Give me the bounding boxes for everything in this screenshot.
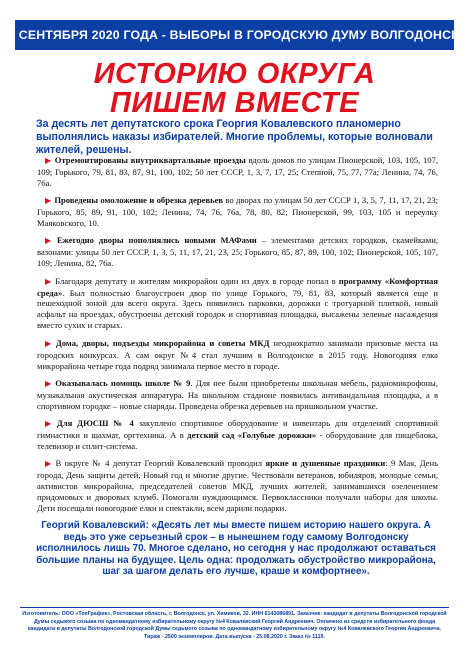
- achievement-highlight: яркие и душевные праздники: [265, 458, 386, 469]
- achievement-item: [37, 276, 438, 332]
- achievement-text: . Был полностью благоустроен двор по улице Горького, 79, 81, 83, который является еще и пешеходной зоной для всего округа. Здесь появились парковки, дорожки с тротуарной плиткой, новый асфальт на проездах, обустроены детский городок и спортивная площадка, высажены зеленые насаждения вместо сухих и старых.: [37, 287, 438, 331]
- election-banner: 13 СЕНТЯБРЯ 2020 ГОДА - ВЫБОРЫ В ГОРОДСКУЮ ДУМУ ВОЛГОДОНСКА: [15, 20, 454, 50]
- achievement-highlight: Проведены омоложение и обрезка деревьев: [54, 195, 224, 206]
- lead-paragraph: За десять лет депутатского срока Георгия Ковалевского планомерно выполнялись наказы избирателей. Многие проблемы, которые волновали жителей, решены.: [36, 118, 433, 156]
- bullet-triangle-icon: ▶: [45, 156, 52, 165]
- achievement-highlight: Оказывалась помощь школе № 9: [55, 377, 191, 388]
- achievement-item: [37, 378, 438, 412]
- candidate-quote: Георгий Ковалевский: «Десять лет мы вместе пишем историю нашего округа. А ведь это уже серьезный срок – в нынешнем году самому Волгодонску исполнилось лишь 70. Многое сделано, но сегодня у нас продолжают оставаться большие планы на будущее. Цель одна: продолжать обустройство микрорайона, шаг за шагом делать его лучше, краше и комфортнее».: [36, 520, 436, 578]
- achievement-item: [37, 418, 438, 452]
- achievement-item: [37, 338, 438, 372]
- achievement-text: во дворах по улицам 50 лет СССР 1, 3, 5, 7, 11, 17, 21, 23; Горького, 85, 89, 91, 100, 102; Ленина, 74, 76, 76а, 78, 80, 82; Пионерской, 99, 103, 105 и переулку Маяковского, 10.: [37, 195, 439, 229]
- bullet-triangle-icon: ▶: [45, 378, 53, 388]
- bullet-triangle-icon: ▶: [45, 419, 54, 429]
- achievement-text: - оборудование для пищеблока, телевизор и сплит-система.: [37, 430, 439, 451]
- achievement-text: – элементами детских городков, скамейками, вазонами: улицы 50 лет СССР, 1, 3, 5, 11, 17, 21, 23, 25; Горького, 85, 87, 89, 100, 102; Пионерской, 105, 107, 109; Ленина, 82, 76а.: [37, 235, 438, 269]
- achievement-text: . Для нее были приобретены школьная мебель, радиомикрофоны, музыкальная акустическая аппаратура. На школьном стадионе появилась антивандальная площадка, а в спортивном городке – новые снаряды. Проведена обрезка деревьев на пришкольном участке.: [37, 377, 438, 411]
- imprint-footer: Изготовитель: ООО «ТопГрафик», Ростовская область, г. Волгодонск, ул. Химиков, 32. ИНН 6143086891. Заказчик: кандидат в депутаты Волгодонской городской Думы седьмого созыва по одномандатному избирательному округу №4 Ковалевский Георгий Андреевич. Оплачено из средств избирательного фонда кандидата в депутаты Волгодонской городской Думы седьмого созыва по одномандатному избирательному округу №4 Ковалевского Георгия Андреевича. Тираж - 2500 экземпляров. Дата выпуска - 25.08.2020 г. Заказ № 1119.: [20, 607, 449, 641]
- achievement-highlight: Для ДЮСШ № 4: [56, 418, 134, 429]
- achievement-highlight: детский сад «Голубые дорожки»: [187, 430, 317, 441]
- achievement-item: [37, 155, 438, 189]
- achievement-text: : 9 Мая, День города, День защиты детей, Новый год и многие другие. Чествовали ветеранов, юбиляров, молодые семьи, активистов микрорайона, председателей советов МКД, лучших жителей, занимавшихся озеленением придомовых и дворовых клумб. Помогали нуждающимся. Первоклассники получали наборы для школы. Дети посещали новогодние елки и спектакли, всем дарили подарки.: [37, 458, 439, 513]
- achievement-highlight: Дома, дворы, подъезды микрорайона и советы МКД: [55, 337, 270, 348]
- achievements-list: [37, 155, 438, 520]
- achievement-highlight: программу «Комфортная среда»: [37, 275, 439, 298]
- achievement-highlight: Ежегодно дворы пополнялись новыми МАФами: [56, 235, 257, 246]
- bullet-triangle-icon: ▶: [45, 236, 54, 246]
- achievement-highlight: Отремонтированы внутриквартальные проезды: [54, 155, 246, 165]
- achievement-text: неоднократно занимали призовые места на городских конкурсах. А сам округ №4 стал лучшим в Волгодонске в 2015 году. Новогодняя елка микрорайона четыре года подряд занимала первое место в городе.: [37, 337, 438, 371]
- achievement-item: [37, 458, 438, 514]
- bullet-triangle-icon: ▶: [45, 459, 53, 469]
- bullet-triangle-icon: ▶: [45, 338, 53, 348]
- headline-line-2: ПИШЕМ ВМЕСТЕ: [109, 87, 359, 119]
- bullet-triangle-icon: ▶: [45, 276, 53, 286]
- achievement-item: [37, 235, 438, 269]
- achievement-text: вдоль домов по улицам Пионерской, 103, 105, 107, 109; Горького, 79, 81, 83, 87, 91, 100, 102; 50 лет СССР, 1, 3, 7, 17, 25; Степной, 75, 77, 77а; Ленина, 74, 76, 76а.: [37, 155, 438, 188]
- achievement-text: Благодаря депутату и жителям микрорайон один из двух в городе попал в: [55, 275, 339, 286]
- bullet-triangle-icon: ▶: [45, 196, 52, 206]
- achievement-text: закуплено спортивное оборудование и инвентарь для отделений спортивной гимнастики и шахмат, оргтехника. А в: [37, 418, 438, 441]
- achievement-item: [37, 195, 438, 229]
- headline-line-1: ИСТОРИЮ ОКРУГА: [93, 58, 376, 90]
- achievement-text: В округе № 4 депутат Георгий Ковалевский проводил: [55, 458, 266, 469]
